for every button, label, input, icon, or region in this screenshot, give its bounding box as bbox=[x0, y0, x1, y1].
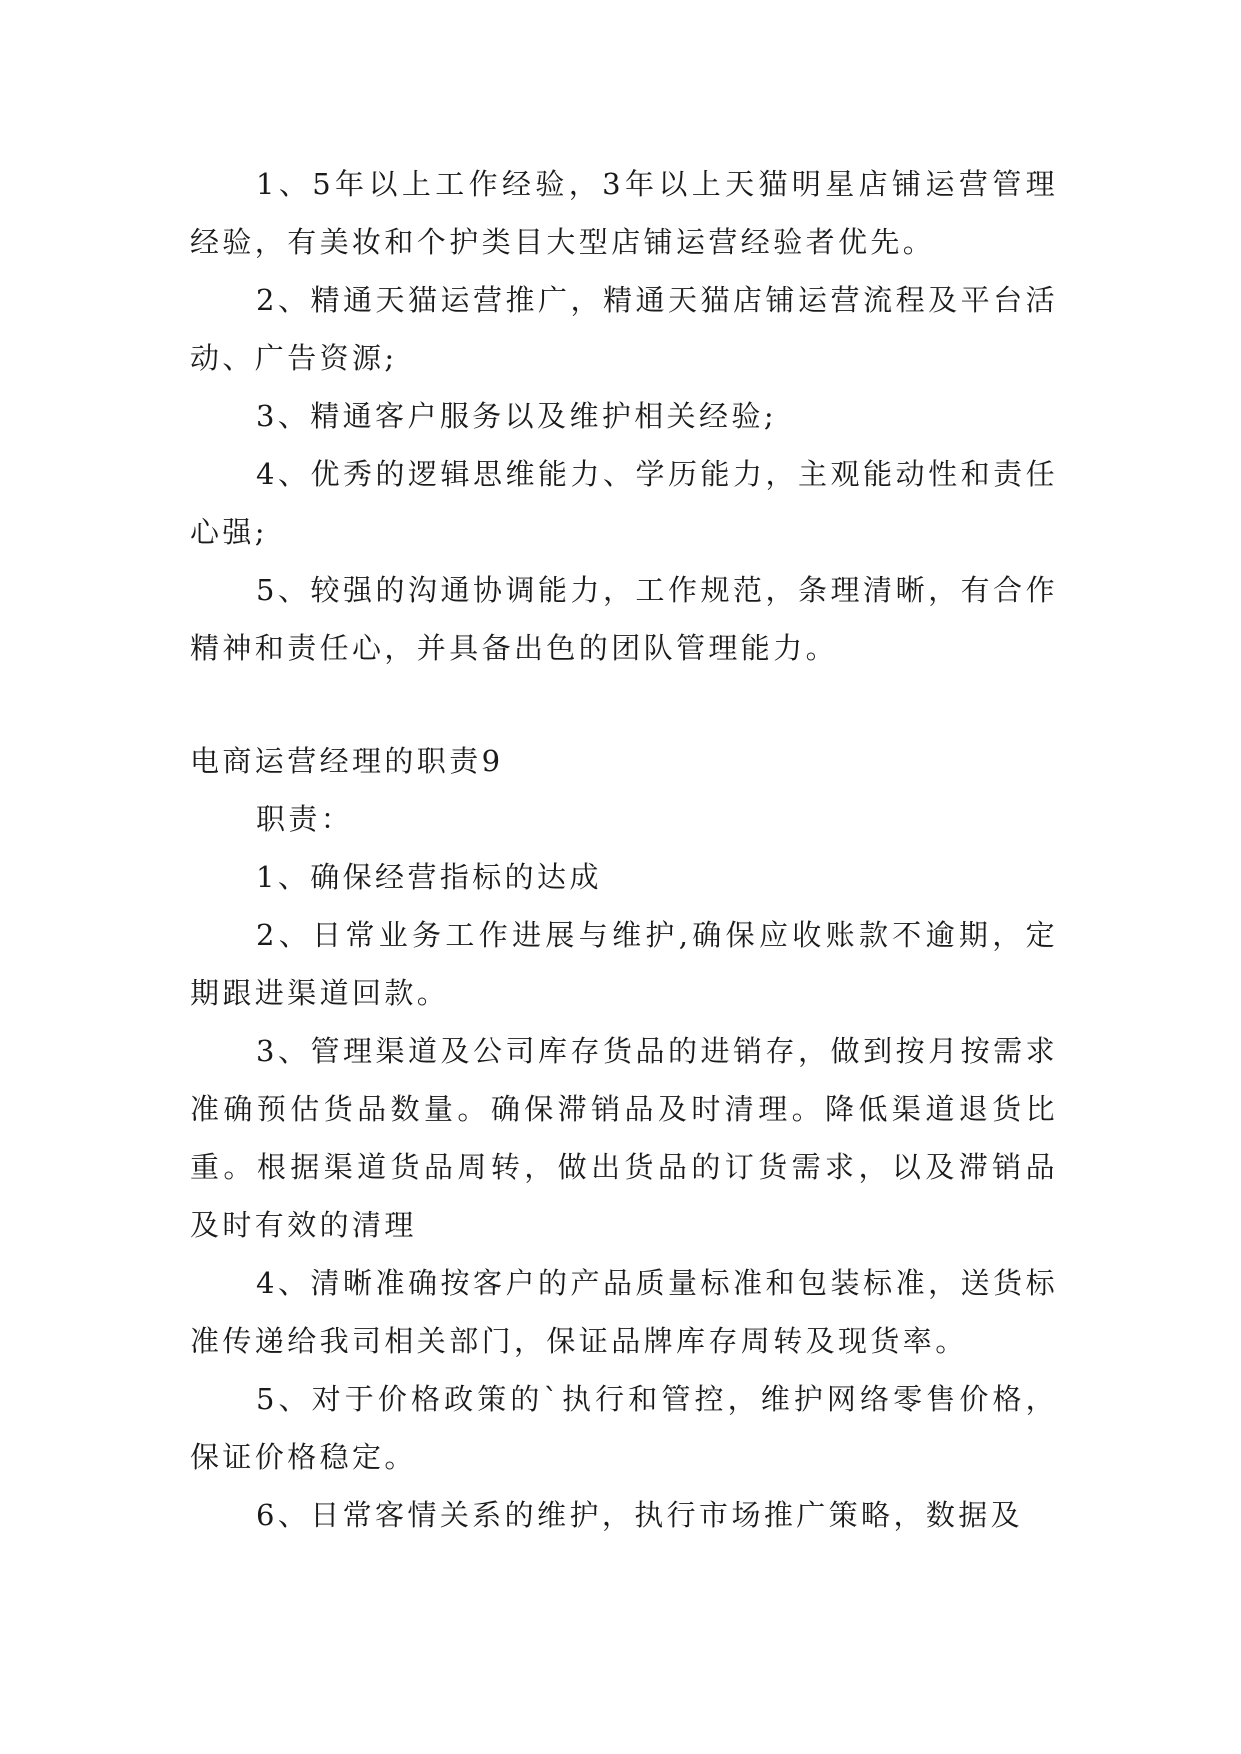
duties-label: 职责： bbox=[256, 802, 354, 836]
requirement-item-4: 4、优秀的逻辑思维能力、学历能力，主观能动性和责任心强; bbox=[190, 457, 1058, 549]
requirement-item-5: 5、较强的沟通协调能力，工作规范，条理清晰，有合作精神和责任心，并具备出色的团队管理能力。 bbox=[190, 573, 1058, 665]
duty-item-1: 1、确保经营指标的达成 bbox=[256, 860, 602, 894]
duty-item-6: 6、日常客情关系的维护，执行市场推广策略，数据及 bbox=[256, 1498, 1024, 1532]
requirement-item-3: 3、精通客户服务以及维护相关经验; bbox=[256, 399, 778, 433]
duty-item-3: 3、管理渠道及公司库存货品的进销存，做到按月按需求准确预估货品数量。确保滞销品及时清理。降低渠道退货比重。根据渠道货品周转，做出货品的订货需求，以及滞销品及时有效的清理 bbox=[190, 1034, 1058, 1242]
duty-item-4: 4、清晰准确按客户的产品质量标准和包装标准，送货标准传递给我司相关部门，保证品牌库存周转及现货率。 bbox=[190, 1266, 1058, 1358]
duty-item-5: 5、对于价格政策的`执行和管控，维护网络零售价格，保证价格稳定。 bbox=[190, 1382, 1058, 1474]
duty-item-2: 2、日常业务工作进展与维护,确保应收账款不逾期，定期跟进渠道回款。 bbox=[190, 918, 1058, 1010]
requirement-item-1: 1、5年以上工作经验，3年以上天猫明星店铺运营管理经验，有美妆和个护类目大型店铺运营经验者优先。 bbox=[190, 167, 1058, 259]
requirement-item-2: 2、精通天猫运营推广，精通天猫店铺运营流程及平台活动、广告资源; bbox=[190, 283, 1058, 375]
document-page bbox=[190, 155, 1058, 1544]
section-heading: 电商运营经理的职责9 bbox=[190, 744, 504, 778]
